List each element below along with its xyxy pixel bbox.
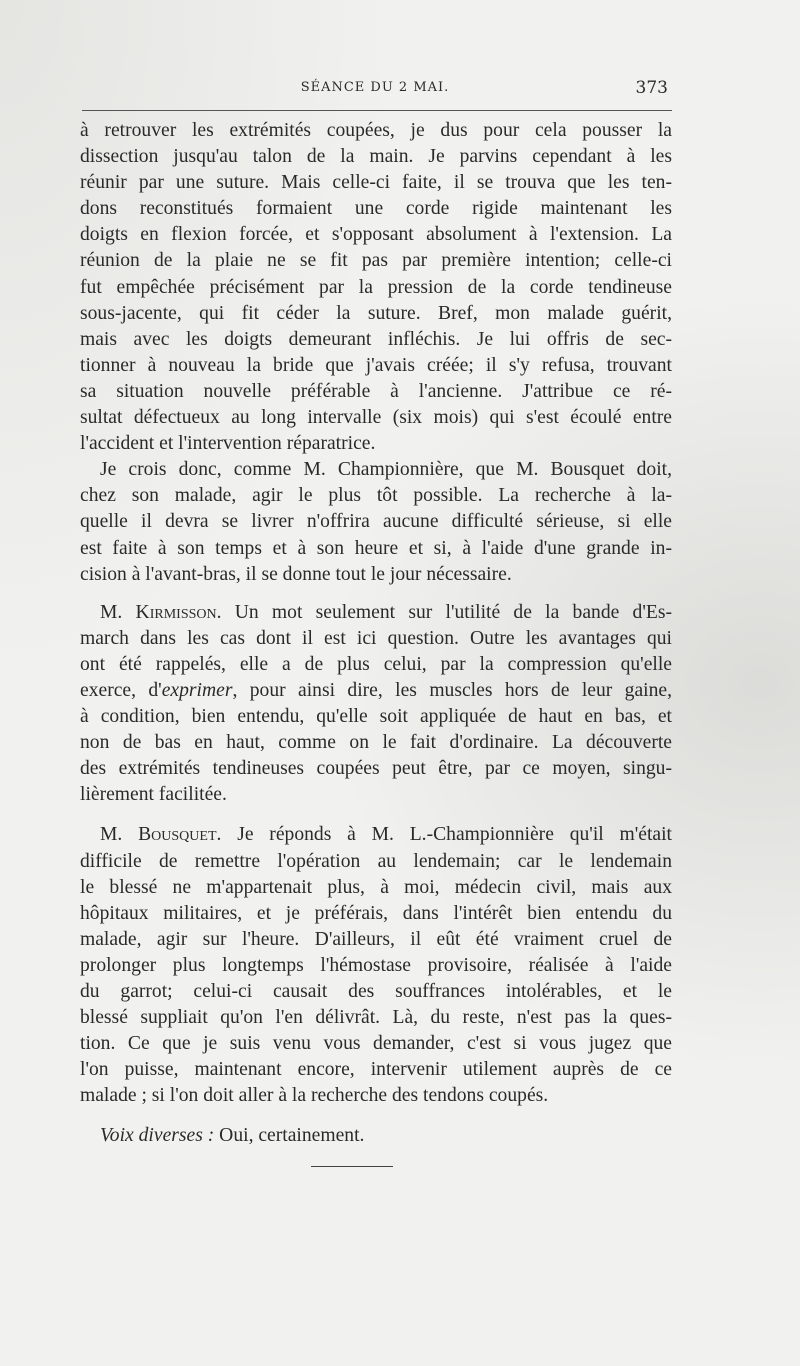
text-line: réunir par une suture. Mais celle-ci faite, il se trouva que les ten- xyxy=(80,172,672,194)
text-line: du garrot; celui-ci causait des souffrances intolérables, et le xyxy=(80,981,672,1002)
text-line: blessé suppliait qu'on l'en délivrât. Là, du reste, n'est pas la ques- xyxy=(80,1007,672,1029)
text-line xyxy=(80,678,672,704)
text-line: tionner à nouveau la bride que j'avais créée; il s'y refusa, trouvant xyxy=(80,354,672,376)
text-line: difficile de remettre l'opération au lendemain; car le lendemain xyxy=(80,850,672,872)
text-line: dons reconstitués formaient une corde rigide maintenant les xyxy=(80,198,672,220)
line-text: Un mot seulement sur l'utilité de la bande d'Es- xyxy=(234,601,672,623)
speaker-name: Voix diverses : xyxy=(100,1125,215,1147)
text-line: le blessé ne m'appartenait plus, à moi, médecin civil, mais aux xyxy=(80,876,672,898)
text-line: cision à l'avant-bras, il se donne tout le jour nécessaire. xyxy=(80,563,512,585)
body-text xyxy=(80,118,672,1150)
page-header xyxy=(80,78,670,102)
text-line: hôpitaux militaires, et je préférais, dans l'intérêt bien entendu du xyxy=(80,902,672,924)
header-rule xyxy=(82,110,672,111)
text-line: sultat défectueux au long intervalle (six mois) qui s'est écoulé entre xyxy=(80,407,672,429)
paragraph-1 xyxy=(80,118,672,457)
text-line: à condition, bien entendu, qu'elle soit appliquée de haut en bas, et xyxy=(80,706,672,728)
text-line: march dans les cas dont il est ici question. Outre les avantages qui xyxy=(80,627,672,649)
text-line: mais avec les doigts demeurant infléchis. Je lui offris de sec- xyxy=(80,328,672,350)
running-head: SÉANCE DU 2 MAI. xyxy=(300,80,450,95)
text-line: tion. Ce que je suis venu vous demander, c'est si vous jugez que xyxy=(80,1033,672,1055)
text-line: non de bas en haut, comme on le fait d'ordinaire. La découverte xyxy=(80,732,672,754)
text-line: malade, agir sur l'heure. D'ailleurs, il eût été vraiment cruel de xyxy=(80,928,672,950)
text-line: prolonger plus longtemps l'hémostase provisoire, réalisée à l'aide xyxy=(80,954,672,976)
text-line xyxy=(80,1123,672,1149)
paragraph-kirmisson xyxy=(80,600,672,809)
paragraph-bousquet xyxy=(80,822,672,1109)
speaker-name: M. Kirmisson. xyxy=(100,601,222,623)
text-line: est faite à son temps et à son heure et si, à l'aide d'une grande in- xyxy=(80,537,672,559)
text-line: sous-jacente, qui fit céder la suture. Bref, mon malade guérit, xyxy=(80,302,672,324)
text-line: Je crois donc, comme M. Championnière, que M. Bousquet doit, xyxy=(100,459,672,481)
text-line: chez son malade, agir le plus tôt possible. La recherche à la- xyxy=(80,485,672,507)
text-line: des extrémités tendineuses coupées peut être, par ce moyen, singu- xyxy=(80,758,672,780)
text-line: l'on puisse, maintenant encore, intervenir utilement auprès de ce xyxy=(80,1059,672,1081)
line-text: Oui, certainement. xyxy=(219,1125,365,1147)
text-line: fut empêchée précisément par la pression de la corde tendineuse xyxy=(80,276,672,298)
paragraph-gap xyxy=(80,588,672,600)
text-line: dissection jusqu'au talon de la main. Je parvins cependant à les xyxy=(80,146,672,168)
paragraph-2 xyxy=(80,457,672,587)
speaker-name: M. Bousquet. xyxy=(100,824,222,846)
page-number: 373 xyxy=(635,78,668,98)
text-line: quelle il devra se livrer n'offrira aucune difficulté sérieuse, si elle xyxy=(80,511,672,533)
line-text: Je réponds à M. L.-Championnière qu'il m'était xyxy=(237,824,672,846)
line-text: , pour ainsi dire, les muscles hors de leur gaine, xyxy=(232,679,672,701)
text-line: sa situation nouvelle préférable à l'ancienne. J'attribue ce ré- xyxy=(80,380,672,402)
text-line: ont été rappelés, elle a de plus celui, par la compression qu'elle xyxy=(80,653,672,675)
text-line: l'accident et l'intervention réparatrice. xyxy=(80,433,376,455)
text-line xyxy=(80,600,672,626)
line-text: exerce, d' xyxy=(80,679,162,701)
paragraph-gap xyxy=(80,1109,672,1123)
text-line xyxy=(80,822,672,848)
text-line: doigts en flexion forcée, et s'opposant absolument à l'extension. La xyxy=(80,224,672,246)
text-line: lièrement facilitée. xyxy=(80,784,227,806)
text-line: réunion de la plaie ne se fit pas par première intention; celle-ci xyxy=(80,250,672,272)
end-rule xyxy=(311,1166,393,1167)
paragraph-gap xyxy=(80,808,672,822)
text-line: à retrouver les extrémités coupées, je dus pour cela pousser la xyxy=(80,120,672,141)
italic-word: exprimer xyxy=(161,679,233,701)
text-line: malade ; si l'on doit aller à la recherche des tendons coupés. xyxy=(80,1085,549,1107)
paragraph-voix-diverses xyxy=(80,1123,672,1149)
